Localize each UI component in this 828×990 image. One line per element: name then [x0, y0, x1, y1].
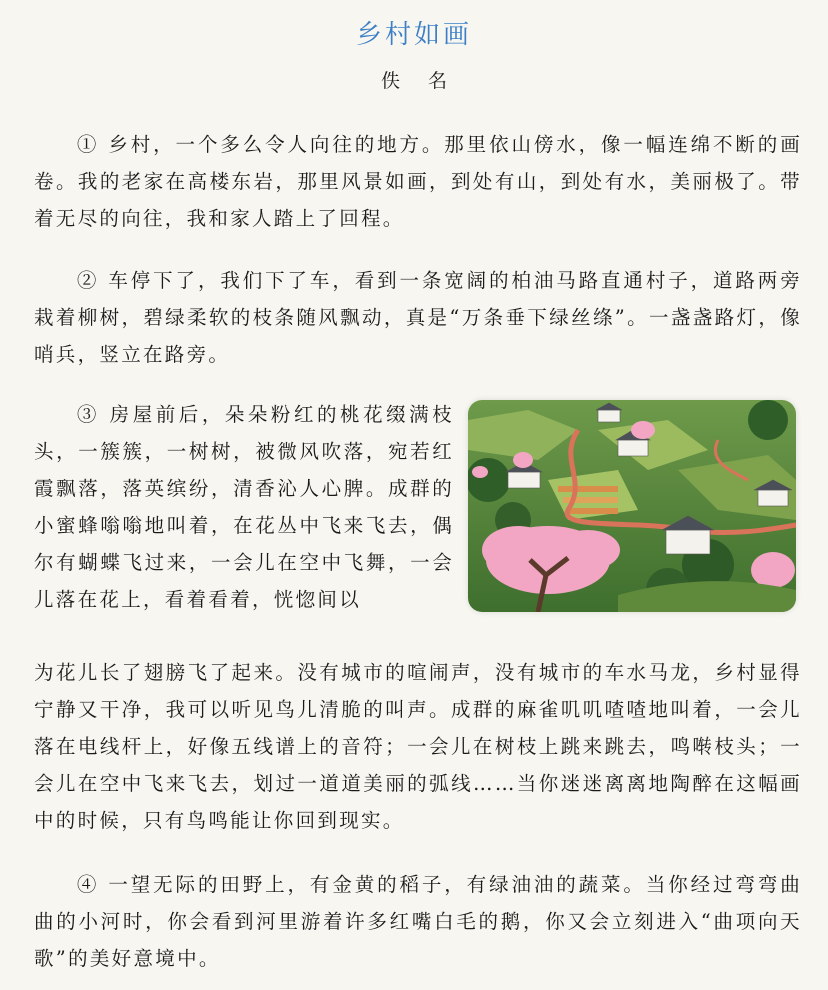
paragraph-2: ② 车停下了，我们下了车，看到一条宽阔的柏油马路直通村子，道路两旁栽着柳树，碧绿柔软的枝条随风飘动，真是“万条垂下绿丝绦”。一盏盏路灯，像哨兵，竖立在路旁。	[34, 269, 802, 366]
article-title: 乡村如画	[355, 20, 472, 50]
paragraph-4: ④ 一望无际的田野上，有金黄的稻子，有绿油油的蔬菜。当你经过弯弯曲曲的小河时，你会看到河里游着许多红嘴白毛的鹅，你又会立刻进入“曲项向天歌”的美好意境中。	[34, 873, 802, 970]
article-author: 佚名	[380, 70, 475, 92]
paragraph-1: ① 乡村，一个多么令人向往的地方。那里依山傍水，像一幅连绵不断的画卷。我的老家在高楼东岩，那里风景如画，到处有山，到处有水，美丽极了。带着无尽的向往，我和家人踏上了回程。	[34, 133, 802, 230]
paragraph-3-part-1: ③ 房屋前后，朵朵粉红的桃花缀满枝头，一簇簇，一树树，被微风吹落，宛若红霞飘落，落英缤纷，清香沁人心脾。成群的小蜜蜂嗡嗡地叫着，在花丛中飞来飞去，偶尔有蝴蝶飞过来，一会儿在空中飞舞，一会儿落在花上，看着看着，恍惚间以	[34, 403, 454, 611]
village-scene-image	[468, 400, 796, 612]
paragraph-3-part-2: 为花儿长了翅膀飞了起来。没有城市的喧闹声，没有城市的车水马龙，乡村显得宁静又干净，我可以听见鸟儿清脆的叫声。成群的麻雀叽叽喳喳地叫着，一会儿落在电线杆上，好像五线谱上的音符；一会儿在树枝上跳来跳去，鸣啭枝头；一会儿在空中飞来飞去，划过一道道美丽的弧线……当你迷迷离离地陶醉在这幅画中的时候，只有鸟鸣能让你回到现实。	[34, 661, 802, 832]
village-illustration	[468, 400, 796, 612]
